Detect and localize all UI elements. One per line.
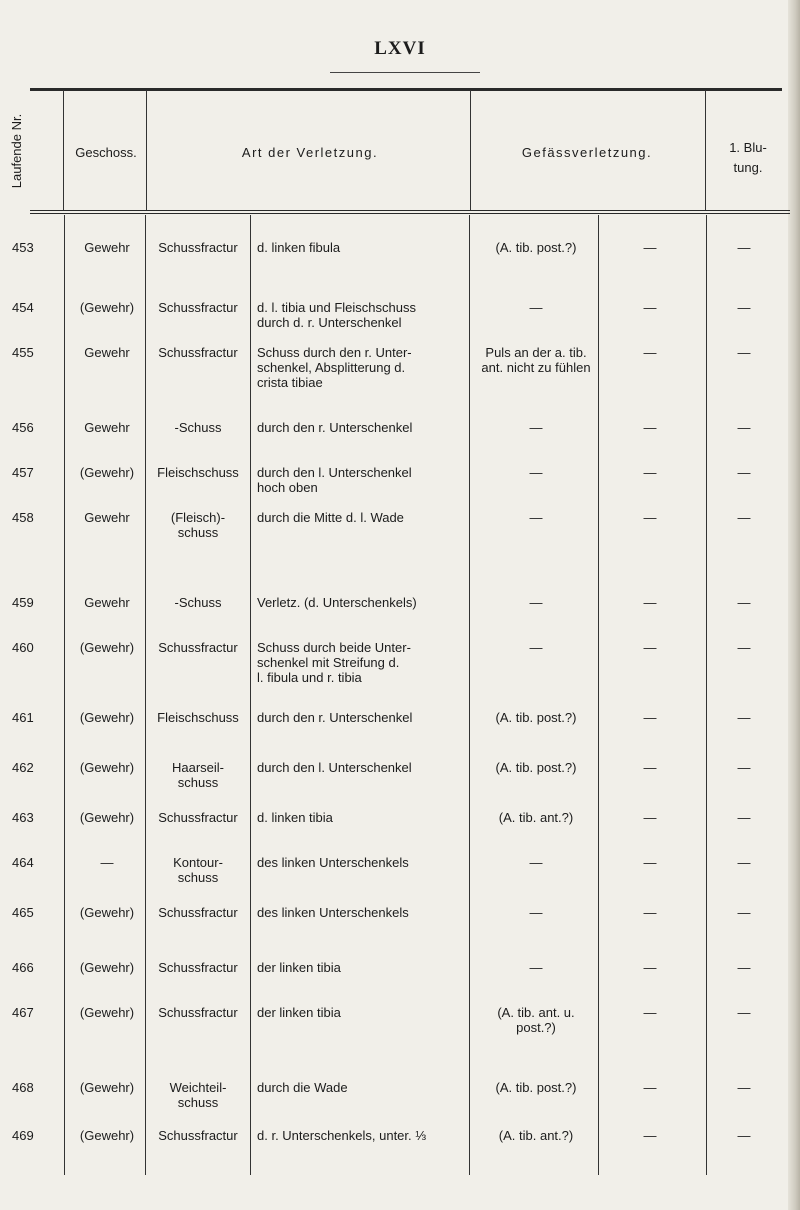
row-geschoss: (Gewehr) (79, 905, 135, 920)
header-bottom-rule (30, 210, 790, 211)
row-art: Schussfractur (158, 810, 238, 825)
row-geschoss: (Gewehr) (79, 465, 135, 480)
row-blutung: — (643, 510, 657, 525)
row-geschoss: (Gewehr) (79, 710, 135, 725)
col-divider-4 (705, 90, 706, 210)
row-art: -Schuss (174, 595, 222, 610)
row-gefaess: — (529, 420, 543, 435)
header-geschoss: Geschoss. (75, 145, 137, 160)
row-number: 469 (12, 1128, 34, 1143)
row-art: Haarseil- schuss (171, 760, 224, 790)
body-divider-3 (250, 215, 251, 1175)
row-blutung: — (643, 1080, 657, 1095)
row-verletzung: durch den r. Unterschenkel (257, 710, 413, 725)
row-number: 453 (12, 240, 34, 255)
row-extra: — (737, 810, 751, 825)
row-geschoss: Gewehr (84, 240, 130, 255)
row-extra: — (737, 595, 751, 610)
row-gefaess: (A. tib. post.?) (495, 710, 577, 725)
row-geschoss: (Gewehr) (79, 300, 135, 315)
row-geschoss: — (100, 855, 114, 870)
row-art: Schussfractur (158, 640, 238, 655)
col-divider-1 (63, 90, 64, 210)
row-blutung: — (643, 855, 657, 870)
row-geschoss: (Gewehr) (79, 760, 135, 775)
col-divider-3 (470, 90, 471, 210)
row-gefaess: (A. tib. post.?) (495, 760, 577, 775)
row-number: 465 (12, 905, 34, 920)
row-art: Fleischschuss (157, 710, 239, 725)
row-number: 457 (12, 465, 34, 480)
row-blutung: — (643, 465, 657, 480)
row-verletzung: d. l. tibia und Fleischschuss durch d. r. Unterschenkel (257, 300, 416, 330)
row-verletzung: durch den l. Unterschenkel (257, 760, 412, 775)
col-divider-2 (146, 90, 147, 210)
row-extra: — (737, 1128, 751, 1143)
row-extra: — (737, 1080, 751, 1095)
row-art: Kontour- schuss (173, 855, 223, 885)
row-geschoss: Gewehr (84, 595, 130, 610)
row-gefaess: — (529, 300, 543, 315)
row-geschoss: (Gewehr) (79, 1128, 135, 1143)
row-gefaess: — (529, 640, 543, 655)
row-extra: — (737, 760, 751, 775)
row-blutung: — (643, 905, 657, 920)
page-number-underline (330, 72, 480, 73)
row-blutung: — (643, 640, 657, 655)
row-art: Schussfractur (158, 345, 238, 360)
row-verletzung: d. r. Unterschenkels, unter. ⅓ (257, 1128, 427, 1143)
row-gefaess: Puls an der a. tib. ant. nicht zu fühlen (481, 345, 591, 375)
row-number: 454 (12, 300, 34, 315)
row-geschoss: (Gewehr) (79, 1080, 135, 1095)
row-number: 455 (12, 345, 34, 360)
row-extra: — (737, 300, 751, 315)
row-verletzung: der linken tibia (257, 1005, 341, 1020)
row-blutung: — (643, 595, 657, 610)
row-number: 463 (12, 810, 34, 825)
row-art: -Schuss (174, 420, 222, 435)
page-edge (788, 0, 800, 1210)
row-verletzung: durch den r. Unterschenkel (257, 420, 413, 435)
row-blutung: — (643, 345, 657, 360)
row-verletzung: durch die Mitte d. l. Wade (257, 510, 404, 525)
row-extra: — (737, 960, 751, 975)
row-extra: — (737, 640, 751, 655)
body-divider-1 (64, 215, 65, 1175)
row-extra: — (737, 905, 751, 920)
row-verletzung: Schuss durch den r. Unter- schenkel, Absplitterung d. crista tibiae (257, 345, 412, 390)
row-geschoss: Gewehr (84, 345, 130, 360)
row-art: Schussfractur (158, 905, 238, 920)
row-art: (Fleisch)- schuss (170, 510, 226, 540)
header-art: Art der Verletzung. (241, 145, 379, 160)
row-verletzung: d. linken fibula (257, 240, 341, 255)
row-gefaess: — (529, 960, 543, 975)
row-geschoss: (Gewehr) (79, 810, 135, 825)
page-number: LXVI (374, 38, 426, 59)
row-extra: — (737, 1005, 751, 1020)
row-gefaess: (A. tib. post.?) (495, 1080, 577, 1095)
row-number: 462 (12, 760, 34, 775)
row-geschoss: Gewehr (84, 510, 130, 525)
row-extra: — (737, 855, 751, 870)
row-verletzung: durch den l. Unterschenkel hoch oben (257, 465, 412, 495)
row-geschoss: (Gewehr) (79, 960, 135, 975)
row-extra: — (737, 510, 751, 525)
row-art: Schussfractur (158, 240, 238, 255)
row-number: 458 (12, 510, 34, 525)
row-blutung: — (643, 1005, 657, 1020)
row-number: 468 (12, 1080, 34, 1095)
row-geschoss: (Gewehr) (79, 640, 135, 655)
row-extra: — (737, 420, 751, 435)
row-number: 464 (12, 855, 34, 870)
row-extra: — (737, 240, 751, 255)
row-gefaess: — (529, 855, 543, 870)
row-geschoss: (Gewehr) (79, 1005, 135, 1020)
row-gefaess: (A. tib. ant. u. post.?) (497, 1005, 575, 1035)
row-art: Schussfractur (158, 300, 238, 315)
row-extra: — (737, 465, 751, 480)
row-verletzung: des linken Unterschenkels (257, 855, 409, 870)
row-number: 467 (12, 1005, 34, 1020)
header-bottom-rule-2 (30, 213, 790, 214)
row-gefaess: — (529, 465, 543, 480)
header-laufende-nr: Laufende Nr. (9, 113, 24, 189)
row-verletzung: des linken Unterschenkels (257, 905, 409, 920)
header-gefaess: Gefässverletzung. (521, 145, 653, 160)
row-art: Schussfractur (158, 1005, 238, 1020)
row-blutung: — (643, 420, 657, 435)
row-gefaess: — (529, 510, 543, 525)
row-blutung: — (643, 710, 657, 725)
row-blutung: — (643, 960, 657, 975)
row-number: 459 (12, 595, 34, 610)
row-art: Weichteil- schuss (169, 1080, 227, 1110)
row-verletzung: der linken tibia (257, 960, 341, 975)
row-verletzung: durch die Wade (257, 1080, 348, 1095)
row-blutung: — (643, 240, 657, 255)
row-number: 456 (12, 420, 34, 435)
row-number: 460 (12, 640, 34, 655)
row-art: Schussfractur (158, 960, 238, 975)
row-blutung: — (643, 760, 657, 775)
row-art: Fleischschuss (157, 465, 239, 480)
row-number: 461 (12, 710, 34, 725)
row-blutung: — (643, 1128, 657, 1143)
row-verletzung: Verletz. (d. Unterschenkels) (257, 595, 417, 610)
row-extra: — (737, 710, 751, 725)
row-verletzung: d. linken tibia (257, 810, 333, 825)
row-art: Schussfractur (158, 1128, 238, 1143)
row-verletzung: Schuss durch beide Unter- schenkel mit Streifung d. l. fibula und r. tibia (257, 640, 411, 685)
row-gefaess: (A. tib. post.?) (495, 240, 577, 255)
row-gefaess: (A. tib. ant.?) (498, 810, 574, 825)
row-geschoss: Gewehr (84, 420, 130, 435)
row-blutung: — (643, 810, 657, 825)
row-gefaess: (A. tib. ant.?) (498, 1128, 574, 1143)
header-top-rule (30, 88, 782, 91)
row-gefaess: — (529, 595, 543, 610)
row-gefaess: — (529, 905, 543, 920)
header-blutung: 1. Blu- tung. (729, 140, 767, 175)
row-extra: — (737, 345, 751, 360)
row-blutung: — (643, 300, 657, 315)
row-number: 466 (12, 960, 34, 975)
